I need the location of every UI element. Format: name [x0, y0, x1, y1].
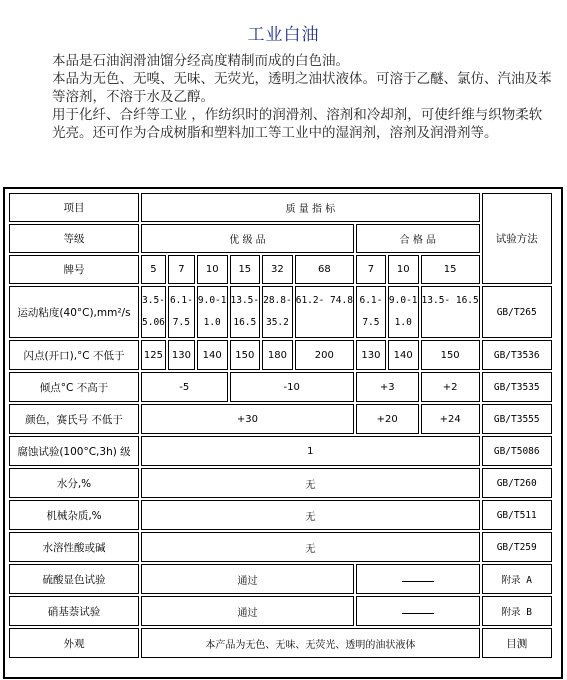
table-row	[9, 404, 552, 434]
pour-cell: +2	[421, 372, 480, 402]
naphth-na	[356, 596, 480, 626]
brand-cell: 15	[421, 255, 480, 284]
brand-cell: 5	[141, 255, 166, 284]
brand-cell: 10	[388, 255, 419, 284]
mech-method: GB/T511	[482, 500, 552, 530]
pour-cell: -10	[230, 372, 354, 402]
color-cell: +30	[141, 404, 354, 434]
spec-table	[7, 191, 554, 660]
flash-cell: 130	[356, 340, 386, 370]
table-row	[9, 372, 552, 402]
header-item: 项目	[9, 193, 139, 222]
color-cell: +20	[356, 404, 419, 434]
brand-cell: 7	[356, 255, 386, 284]
corrosion-label: 腐蚀试验(100°C,3h) 级	[9, 436, 139, 466]
water-value: 无	[141, 468, 480, 498]
corrosion-method: GB/T5086	[482, 436, 552, 466]
flash-cell: 125	[141, 340, 166, 370]
table-row	[9, 193, 552, 222]
viscosity-cell: 61.2- 74.8	[295, 286, 354, 338]
table-row	[9, 224, 552, 253]
table-row	[9, 564, 552, 594]
flash-method: GB/T3536	[482, 340, 552, 370]
flash-cell: 180	[262, 340, 293, 370]
flash-cell: 150	[230, 340, 261, 370]
brand-cell: 7	[168, 255, 195, 284]
header-quality: 质 量 指 标	[141, 193, 480, 222]
table-row	[9, 340, 552, 370]
appearance-method: 目测	[482, 628, 552, 658]
pour-method: GB/T3535	[482, 372, 552, 402]
table-row	[9, 286, 552, 338]
viscosity-cell: 13.5- 16.5	[230, 286, 261, 338]
appearance-value: 本产品为无色、无味、无荧光、透明的油状液体	[141, 628, 480, 658]
brand-cell: 68	[295, 255, 354, 284]
viscosity-cell: 9.0-1 1.0	[197, 286, 228, 338]
sulfuric-method: 附录 A	[482, 564, 552, 594]
viscosity-cell: 13.5- 16.5	[421, 286, 480, 338]
table-row	[9, 596, 552, 626]
header-qualified: 合 格 品	[356, 224, 480, 253]
header-method: 试验方法	[482, 193, 552, 284]
table-row	[9, 500, 552, 530]
brand-cell: 15	[230, 255, 261, 284]
pour-label: 倾点°C 不高于	[9, 372, 139, 402]
naphth-label: 硝基萘试验	[9, 596, 139, 626]
intro-paragraph: 本品为无色、无嗅、无味、无荧光，透明之油状液体。可溶于乙醚、氯仿、汽油及苯等溶剂，不溶于水及乙醇。	[52, 71, 552, 105]
viscosity-cell: 28.8- 35.2	[262, 286, 293, 338]
viscosity-cell: 6.1- 7.5	[168, 286, 195, 338]
sulfuric-value: 通过	[141, 564, 354, 594]
sulfuric-na	[356, 564, 480, 594]
table-row	[9, 436, 552, 466]
dash-mark	[402, 575, 434, 582]
acid-method: GB/T259	[482, 532, 552, 562]
viscosity-cell: 9.0-1 1.0	[388, 286, 419, 338]
table-row	[9, 255, 552, 284]
flash-cell: 140	[197, 340, 228, 370]
brand-cell: 10	[197, 255, 228, 284]
spec-table-frame	[3, 187, 563, 679]
viscosity-label: 运动粘度(40°C),mm²/s	[9, 286, 139, 338]
intro-paragraph: 用于化纤、合纤等工业 ，作纺织时的润滑剂、溶剂和冷却剂，可使纤维与织物柔软光亮。还可作为合成树脂和塑料加工等工业中的湿润剂，溶剂及润滑剂等。	[52, 107, 543, 141]
pour-cell: +3	[356, 372, 419, 402]
header-premium: 优 级 品	[141, 224, 354, 253]
naphth-method: 附录 B	[482, 596, 552, 626]
header-brand: 牌号	[9, 255, 139, 284]
intro-paragraph: 本品是石油润滑油馏分经高度精制而成的白色油。	[52, 53, 349, 69]
naphth-value: 通过	[141, 596, 354, 626]
intro-text	[52, 52, 552, 142]
color-method: GB/T3555	[482, 404, 552, 434]
brand-cell: 32	[262, 255, 293, 284]
pour-cell: -5	[141, 372, 228, 402]
table-row	[9, 468, 552, 498]
water-method: GB/T260	[482, 468, 552, 498]
mech-value: 无	[141, 500, 480, 530]
table-row	[9, 628, 552, 658]
viscosity-method: GB/T265	[482, 286, 552, 338]
viscosity-cell: 6.1- 7.5	[356, 286, 386, 338]
corrosion-value: 1	[141, 436, 480, 466]
flash-cell: 200	[295, 340, 354, 370]
water-label: 水分,%	[9, 468, 139, 498]
viscosity-cell: 3.5- 5.06	[141, 286, 166, 338]
sulfuric-label: 硫酸显色试验	[9, 564, 139, 594]
flash-cell: 150	[421, 340, 480, 370]
page-title: 工业白油	[247, 25, 320, 45]
table-row	[9, 532, 552, 562]
color-cell: +24	[421, 404, 480, 434]
color-label: 颜色，赛氏号 不低于	[9, 404, 139, 434]
mech-label: 机械杂质,%	[9, 500, 139, 530]
dash-mark	[402, 607, 434, 614]
flash-cell: 130	[168, 340, 195, 370]
flash-label: 闪点(开口),°C 不低于	[9, 340, 139, 370]
acid-label: 水溶性酸或碱	[9, 532, 139, 562]
header-grade: 等级	[9, 224, 139, 253]
appearance-label: 外观	[9, 628, 139, 658]
flash-cell: 140	[388, 340, 419, 370]
acid-value: 无	[141, 532, 480, 562]
